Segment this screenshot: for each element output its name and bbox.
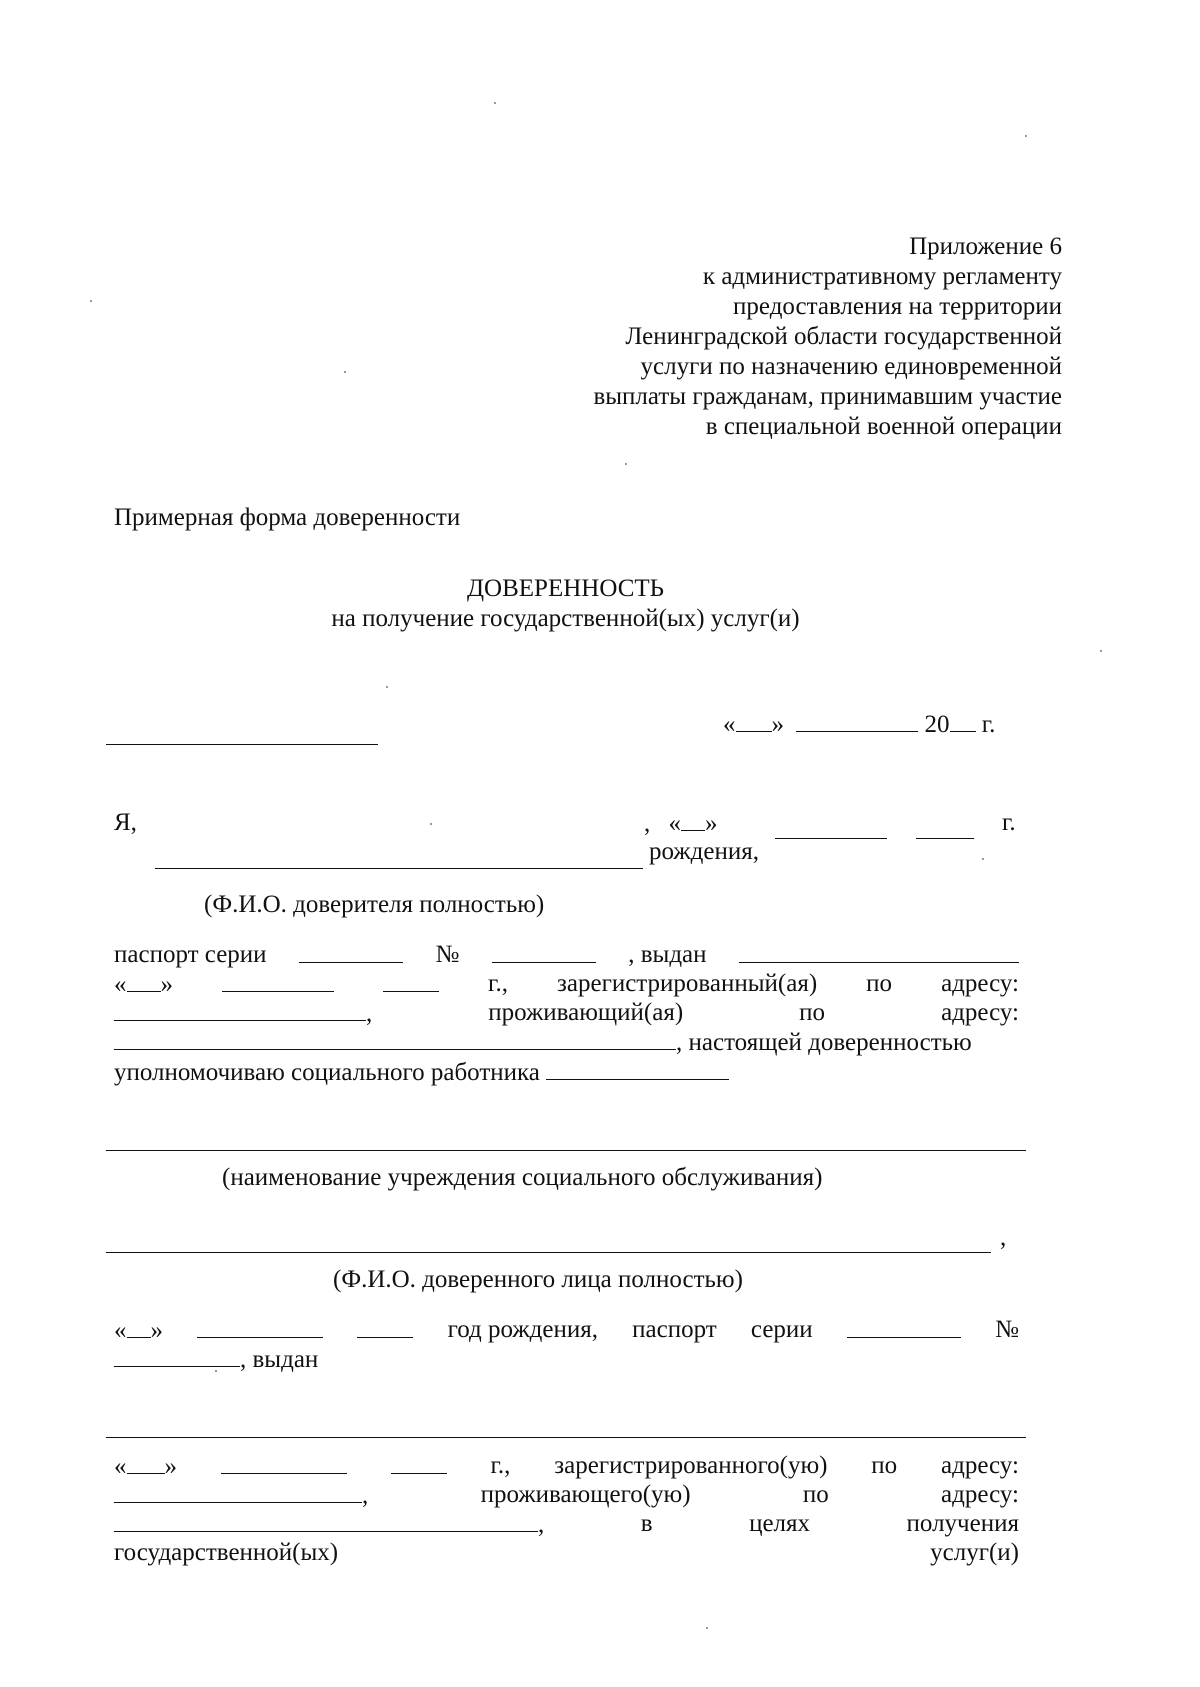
attorney-comma: , — [1000, 1224, 1007, 1251]
authorize-text: уполномочиваю социального работника — [114, 1059, 540, 1086]
attorney-birth-date — [114, 1315, 163, 1346]
principal-caption: (Ф.И.О. доверителя полностью) — [204, 891, 545, 918]
principal-ya: Я, — [114, 809, 137, 836]
scan-speck — [430, 823, 432, 825]
att-living-address-part — [114, 1509, 544, 1540]
date-year-prefix: 20 — [924, 711, 950, 738]
passport-issued: , выдан — [628, 941, 707, 968]
att-reg-address-part — [114, 1480, 368, 1511]
power-row — [114, 1027, 972, 1058]
header-line-6: в специальной военной операции — [705, 413, 1062, 440]
institution-blank[interactable] — [106, 1150, 1026, 1151]
place-blank[interactable] — [106, 744, 378, 745]
header-line-3: Ленинградской области государственной — [625, 323, 1062, 350]
scan-speck — [344, 371, 346, 373]
att-reg-close-quote: » — [164, 1453, 177, 1480]
scan-speck — [386, 686, 388, 688]
principal-birth-word: рождения, — [649, 838, 759, 865]
att-services: услуг(и) — [930, 1539, 1019, 1566]
living-label: проживающий(ая) — [488, 999, 684, 1026]
att-reg-day-blank[interactable] — [127, 1451, 165, 1474]
principal-comma: , — [644, 810, 651, 837]
att-number-sign: № — [995, 1316, 1019, 1343]
scan-speck — [706, 1627, 708, 1629]
att-purpose: целях — [749, 1510, 811, 1537]
header-line-2: предоставления на территории — [733, 293, 1062, 320]
att-purpose-row — [114, 1509, 1019, 1540]
date-row — [723, 709, 995, 740]
social-worker-blank[interactable] — [546, 1057, 729, 1080]
date-day-blank[interactable] — [736, 709, 772, 732]
att-purpose-comma: , — [538, 1511, 545, 1538]
reg-po: по — [866, 970, 893, 997]
appendix-title: Приложение 6 — [909, 233, 1062, 260]
date-open-quote: « — [723, 711, 736, 738]
att-address2: адресу: — [941, 1481, 1019, 1508]
scan-speck — [90, 300, 92, 302]
reg-address-blank[interactable] — [114, 998, 366, 1021]
principal-year-blank[interactable] — [916, 838, 974, 839]
scan-speck — [215, 1370, 217, 1372]
authorize-row — [114, 1057, 729, 1088]
form-label: Примерная форма доверенности — [114, 504, 461, 531]
reg-g: г., — [488, 970, 508, 997]
att-open-quote: « — [114, 1317, 127, 1344]
att-month-blank[interactable] — [197, 1315, 323, 1338]
reg-address: адресу: — [941, 970, 1019, 997]
att-services-row — [114, 1538, 1019, 1568]
att-living-address-blank[interactable] — [114, 1509, 538, 1532]
living-address-part — [114, 998, 372, 1029]
date-year-suffix: г. — [981, 711, 996, 738]
passport-living-row — [114, 998, 1019, 1029]
principal-day-blank[interactable] — [681, 808, 705, 831]
principal-month-blank[interactable] — [775, 838, 887, 839]
attorney-caption: (Ф.И.О. доверенного лица полностью) — [333, 1266, 743, 1293]
institution-caption: (наименование учреждения социального обслуживания) — [222, 1164, 823, 1191]
document-title: ДОВЕРЕННОСТЬ — [467, 575, 664, 602]
att-address: адресу: — [941, 1452, 1019, 1479]
living-address-blank[interactable] — [114, 1027, 676, 1050]
attorney-birth-row — [114, 1315, 1019, 1346]
scan-speck — [982, 858, 984, 860]
living-po: по — [799, 999, 826, 1026]
reg-day-blank[interactable] — [127, 969, 161, 992]
attorney-fio-blank[interactable] — [106, 1252, 991, 1253]
att-passport: паспорт — [632, 1316, 717, 1343]
reg-year-blank[interactable] — [383, 969, 439, 992]
att-registration-row — [114, 1451, 1019, 1482]
att-v: в — [640, 1510, 653, 1537]
passport-reg-date — [114, 969, 173, 1000]
att-reg-g: г., — [490, 1452, 511, 1479]
principal-fio-blank[interactable] — [155, 868, 643, 869]
date-year-blank[interactable] — [950, 709, 976, 732]
passport-number-blank[interactable] — [492, 940, 596, 963]
principal-g: г. — [1002, 809, 1016, 836]
reg-registered: зарегистрированный(ая) — [557, 970, 818, 997]
header-line-5: выплаты гражданам, принимавшим участие — [593, 383, 1062, 410]
att-state: государственной(ых) — [114, 1539, 339, 1566]
reg-close-quote: » — [160, 971, 173, 998]
att-series-blank[interactable] — [847, 1315, 961, 1338]
principal-open-quote: « — [668, 810, 681, 837]
passport-number-sign: № — [435, 941, 460, 968]
att-reg-open-quote: « — [114, 1453, 127, 1480]
att-year-birth: год рождения, — [447, 1316, 598, 1343]
reg-month-blank[interactable] — [222, 969, 334, 992]
att-living-row — [114, 1480, 1019, 1511]
principal-close-quote: » — [705, 810, 718, 837]
power-text: , настоящей доверенностью — [676, 1029, 972, 1056]
att-po2: по — [802, 1481, 829, 1508]
att-receipt: получения — [906, 1510, 1019, 1537]
passport-registration-row — [114, 969, 1019, 1000]
att-living: проживающего(ую) — [480, 1481, 691, 1508]
att-issuer-blank[interactable] — [106, 1437, 1026, 1438]
passport-label: паспорт серии — [114, 941, 267, 968]
scan-speck — [1025, 135, 1027, 137]
principal-birthdate — [644, 808, 718, 839]
passport-row — [114, 940, 1019, 970]
att-number-blank[interactable] — [114, 1344, 240, 1367]
date-close-quote: » — [771, 711, 784, 738]
scan-speck — [625, 463, 627, 465]
att-po: по — [871, 1452, 898, 1479]
header-line-4: услуги по назначению единовременной — [640, 353, 1062, 380]
att-series: серии — [750, 1316, 813, 1343]
att-issued: , выдан — [240, 1346, 319, 1373]
document-subtitle: на получение государственной(ых) услуг(и) — [331, 605, 800, 632]
header-line-1: к административному регламенту — [702, 263, 1062, 290]
att-living-comma: , — [362, 1482, 369, 1509]
scan-speck — [494, 102, 496, 104]
att-reg-month-blank[interactable] — [221, 1451, 347, 1474]
passport-issuer-blank[interactable] — [739, 940, 1019, 963]
date-month-blank[interactable] — [796, 709, 918, 732]
att-reg-address-blank[interactable] — [114, 1480, 362, 1503]
att-reg-date — [114, 1451, 177, 1482]
scan-speck — [1100, 650, 1102, 652]
passport-series-blank[interactable] — [299, 940, 403, 963]
att-registered: зарегистрированного(ую) — [554, 1452, 828, 1479]
att-close-quote: » — [150, 1317, 163, 1344]
att-reg-year-blank[interactable] — [391, 1451, 447, 1474]
att-year-blank[interactable] — [357, 1315, 413, 1338]
living-comma: , — [366, 1000, 373, 1027]
att-day-blank[interactable] — [127, 1315, 151, 1338]
living-address: адресу: — [941, 999, 1019, 1026]
reg-open-quote: « — [114, 971, 127, 998]
